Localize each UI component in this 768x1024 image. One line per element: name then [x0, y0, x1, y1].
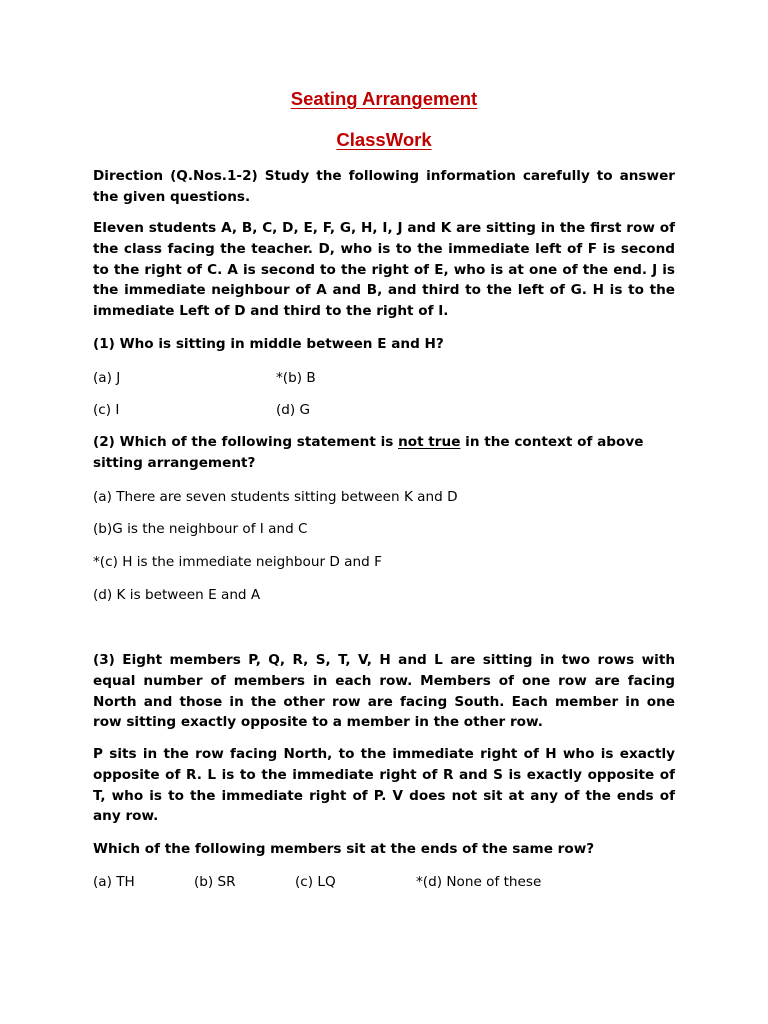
- q1-option-b: *(b) B: [276, 370, 316, 386]
- question-three: Which of the following members sit at the ends of the same row?: [93, 841, 595, 857]
- q3-option-d: *(d) None of these: [416, 874, 542, 890]
- question-one: (1) Who is sitting in middle between E and H?: [93, 336, 444, 352]
- question-two-start: (2) Which of the following statement is: [93, 434, 399, 450]
- question-three-passage: P sits in the row facing North, to the immediate right of H who is exactly opposite of R. L is to the immediate right of R and S is exactly opposite of T, who is to the immediate right of P. V does not sit at any of the ends of any row.: [93, 746, 675, 825]
- passage-one: Eleven students A, B, C, D, E, F, G, H, I, J and K are sitting in the first row of the class facing the teacher. D, who is to the immediate left of F is second to the right of C. A is second to the right of E, who is at one of the end. J is the immediate neighbour of A and B, and third to the left of G. H is to the immediate Left of D and third to the right of I.: [93, 220, 675, 320]
- q3-option-c: (c) LQ: [295, 874, 336, 890]
- q2-option-b: (b)G is the neighbour of I and C: [93, 521, 308, 537]
- document-subtitle: ClassWork: [336, 129, 432, 150]
- q3-option-b: (b) SR: [194, 874, 236, 890]
- q2-option-a: (a) There are seven students sitting between K and D: [93, 489, 458, 505]
- q1-option-a: (a) J: [93, 370, 121, 386]
- q2-option-d: (d) K is between E and A: [93, 587, 261, 603]
- question-two-end: in the context of above sitting arrangement?: [93, 434, 644, 471]
- question-three-intro: (3) Eight members P, Q, R, S, T, V, H and L are sitting in two rows with equal number of members in each row. Members of one row are facing North and those in the other row are facing South. Each member in one row sitting exactly opposite to a member in the other row.: [93, 652, 675, 731]
- q2-option-c: *(c) H is the immediate neighbour D and F: [93, 554, 382, 570]
- question-two: [93, 432, 675, 474]
- q3-option-a: (a) TH: [93, 874, 135, 890]
- directions-text: Direction (Q.Nos.1-2) Study the following information carefully to answer the given questions.: [93, 168, 675, 205]
- q1-option-d: (d) G: [276, 402, 311, 418]
- q1-option-c: (c) I: [93, 402, 120, 418]
- question-two-emphasis: not true: [398, 434, 461, 450]
- document-title: Seating Arrangement: [290, 88, 478, 109]
